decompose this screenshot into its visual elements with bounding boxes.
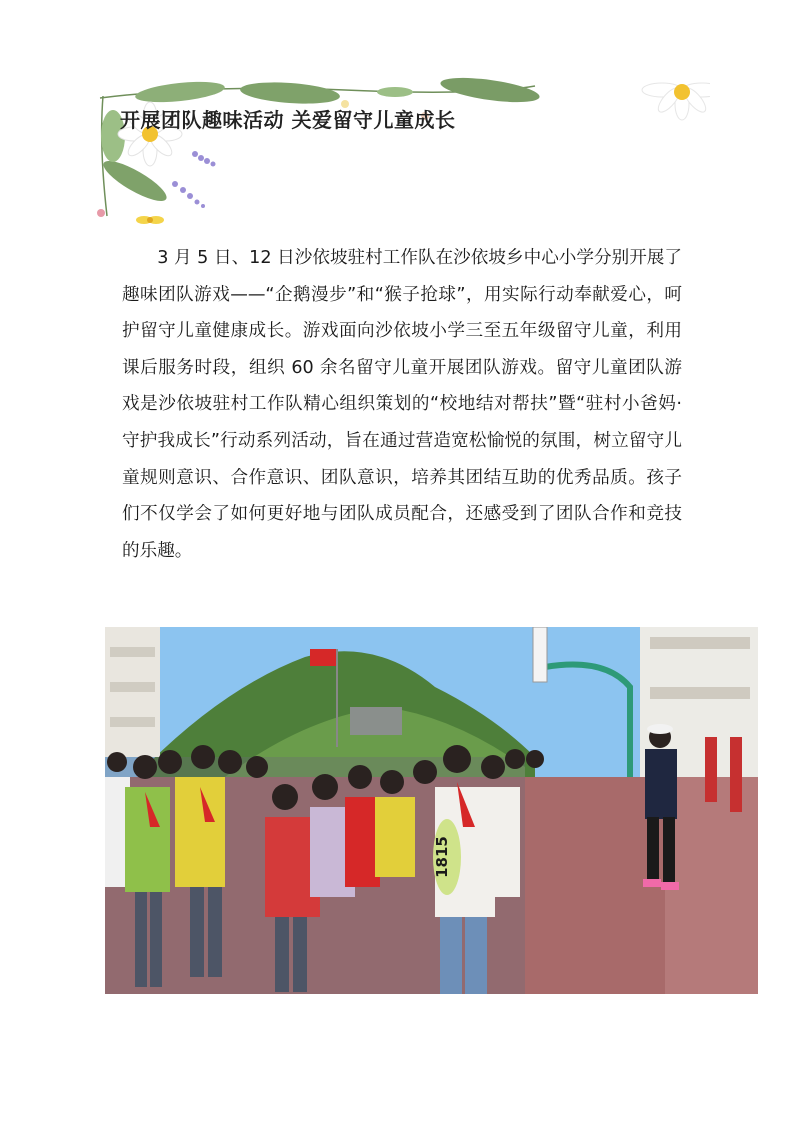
article-body bbox=[122, 240, 682, 569]
floral-decoration bbox=[95, 76, 540, 236]
jersey-number: 1815 bbox=[433, 836, 451, 878]
article-title: 开展团队趣味活动 关爱留守儿童成长 bbox=[120, 108, 456, 132]
activity-photo bbox=[105, 627, 758, 994]
article-paragraph: 3 月 5 日、12 日沙依坡驻村工作队在沙依坡乡中心小学分别开展了趣味团队游戏——“企鹅漫步”和“猴子抢球”，用实际行动奉献爱心，呵护留守儿童健康成长。游戏面向沙依坡小学三至五年级留守儿童，利用课后服务时段，组织 60 余名留守儿童开展团队游戏。留守儿童团队游戏是沙依坡驻村工作队精心组织策划的“校地结对帮扶”暨“驻村小爸妈·守护我成长”行动系列活动，旨在通过营造宽松愉悦的氛围，树立留守儿童规则意识、合作意识、团队意识，培养其团结互助的优秀品质。孩子们不仅学会了如何更好地与团队成员配合，还感受到了团队合作和竞技的乐趣。 bbox=[122, 248, 682, 561]
daisy-decoration bbox=[620, 74, 710, 129]
